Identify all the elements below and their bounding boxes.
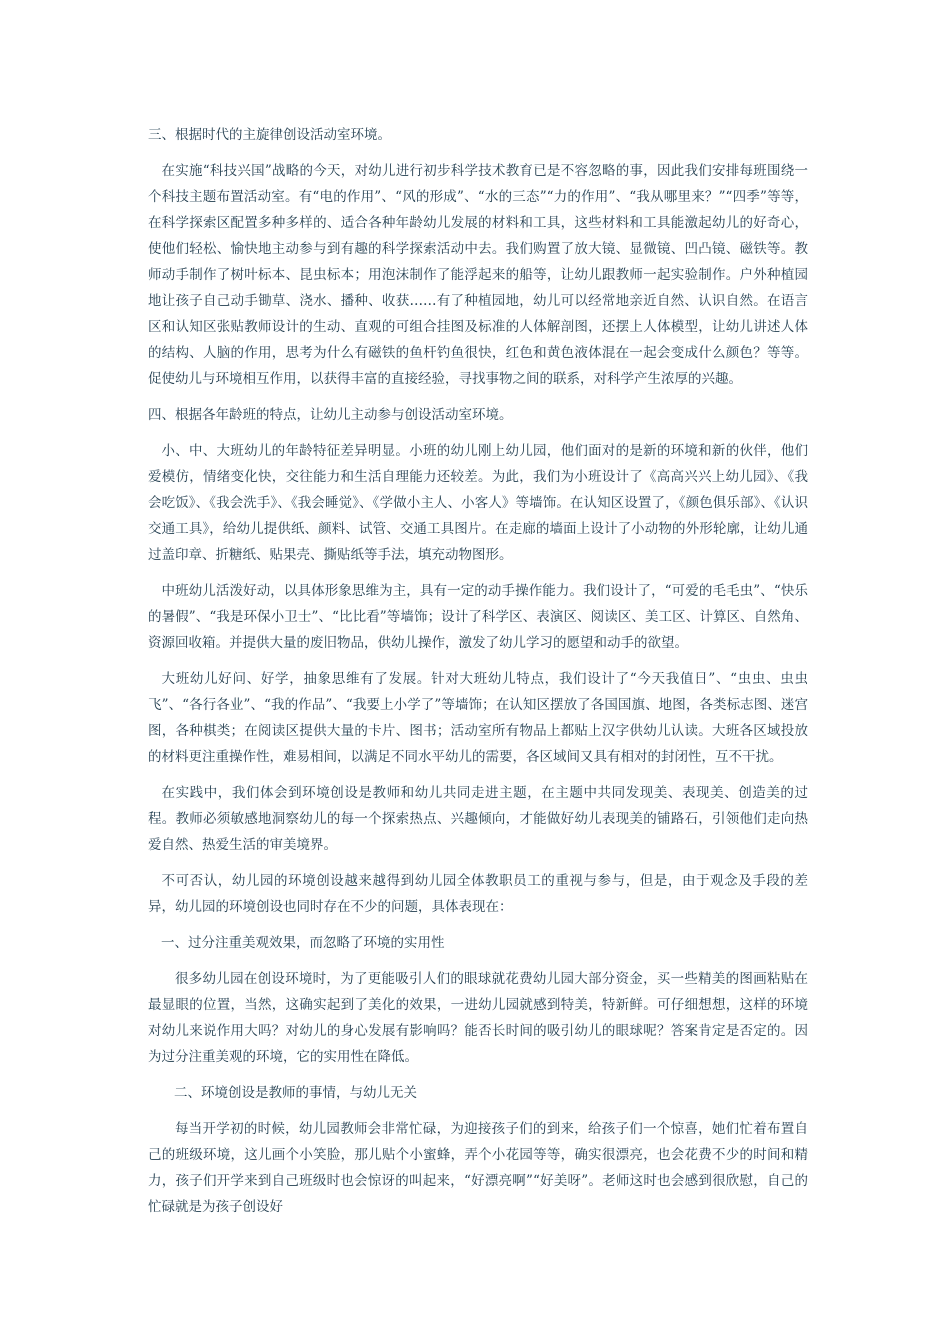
document-page — [148, 122, 808, 1230]
section-heading-3: 三、根据时代的主旋律创设活动室环境。 — [148, 127, 391, 143]
paragraph-practice: 在实践中，我们体会到环境创设是教师和幼儿共同走进主题，在主题中共同发现美、表现美、创造美的过程。教师必须敏感地洞察幼儿的每一个探索热点、兴趣倾向，才能做好幼儿表现美的铺路石，引领他们走向热爱自然、热爱生活的审美境界。 — [148, 785, 808, 853]
paragraph-science-theme: 在实施“科技兴国”战略的今天，对幼儿进行初步科学技术教育已是不容忽略的事，因此我们安排每班围绕一个科技主题布置活动室。有“电的作用”、“风的形成”、“水的三态”“力的作用”、“我从哪里来？”“四季”等等，在科学探索区配置多种多样的、适合各种年龄幼儿发展的材料和工具，这些材料和工具能激起幼儿的好奇心，使他们轻松、愉快地主动参与到有趣的科学探索活动中去。我们购置了放大镜、显微镜、凹凸镜、磁铁等。教师动手制作了树叶标本、昆虫标本；用泡沫制作了能浮起来的船等，让幼儿跟教师一起实验制作。户外种植园地让孩子自己动手锄草、浇水、播种、收获……有了种植园地，幼儿可以经常地亲近自然、认识自然。在语言区和认知区张贴教师设计的生动、直观的可组合挂图及标准的人体解剖图，还摆上人体模型，让幼儿讲述人体的结构、人脑的作用，思考为什么有磁铁的鱼杆钓鱼很快，红色和黄色液体混在一起会变成什么颜色？等等。促使幼儿与环境相互作用，以获得丰富的直接经验，寻找事物之间的联系，对科学产生浓厚的兴趣。 — [148, 163, 808, 387]
problem-heading-2: 二、环境创设是教师的事情，与幼儿无关 — [174, 1085, 417, 1101]
problem-heading-1: 一、过分注重美观效果，而忽略了环境的实用性 — [161, 935, 445, 951]
paragraph-middle-class: 中班幼儿活泼好动，以具体形象思维为主，具有一定的动手操作能力。我们设计了，“可爱的毛毛虫”、“快乐的暑假”、“我是环保小卫士”、“比比看”等墙饰；设计了科学区、表演区、阅读区、美工区、计算区、自然角、资源回收箱。并提供大量的废旧物品，供幼儿操作，激发了幼儿学习的愿望和动手的欲望。 — [148, 583, 808, 651]
section-heading-4: 四、根据各年龄班的特点，让幼儿主动参与创设活动室环境。 — [148, 407, 513, 423]
paragraph-big-class: 大班幼儿好问、好学，抽象思维有了发展。针对大班幼儿特点，我们设计了“今天我值日”、“虫虫、虫虫飞”、“各行各业”、“我的作品”、“我要上小学了”等墙饰；在认知区摆放了各国国旗、地图，各类标志图、迷宫图，各种棋类；在阅读区提供大量的卡片、图书；活动室所有物品上都贴上汉字供幼儿认读。大班各区域投放的材料更注重操作性，难易相间，以满足不同水平幼儿的需要，各区域间又具有相对的封闭性，互不干扰。 — [148, 671, 808, 765]
paragraph-problems-intro: 不可否认，幼儿园的环境创设越来越得到幼儿园全体教职员工的重视与参与，但是，由于观念及手段的差异，幼儿园的环境创设也同时存在不少的问题，具体表现在： — [148, 873, 808, 915]
paragraph-problem-1: 很多幼儿园在创设环境时，为了更能吸引人们的眼球就花费幼儿园大部分资金，买一些精美的图画粘贴在最显眼的位置，当然，这确实起到了美化的效果，一进幼儿园就感到特美，特新鲜。可仔细想想，这样的环境对幼儿来说作用大吗？对幼儿的身心发展有影响吗？能否长时间的吸引幼儿的眼球呢？答案肯定是否定的。因为过分注重美观的环境，它的实用性在降低。 — [148, 971, 808, 1065]
paragraph-problem-2: 每当开学初的时候，幼儿园教师会非常忙碌，为迎接孩子们的到来，给孩子们一个惊喜，她们忙着布置自己的班级环境，这儿画个小笑脸，那儿贴个小蜜蜂，弄个小花园等等，确实很漂亮，也会花费不少的时间和精力，孩子们开学来到自己班级时也会惊讶的叫起来，“好漂亮啊”“好美呀”。老师这时也会感到很欣慰，自己的忙碌就是为孩子创设好 — [148, 1121, 808, 1215]
paragraph-small-class: 小、中、大班幼儿的年龄特征差异明显。小班的幼儿刚上幼儿园，他们面对的是新的环境和新的伙伴，他们爱模仿，情绪变化快，交往能力和生活自理能力还较差。为此，我们为小班设计了《高高兴兴上幼儿园》、《我会吃饭》、《我会洗手》、《我会睡觉》、《学做小主人、小客人》等墙饰。在认知区设置了，《颜色俱乐部》、《认识交通工具》，给幼儿提供纸、颜料、试管、交通工具图片。在走廊的墙面上设计了小动物的外形轮廓，让幼儿通过盖印章、折糖纸、贴果壳、撕贴纸等手法，填充动物图形。 — [148, 443, 808, 563]
